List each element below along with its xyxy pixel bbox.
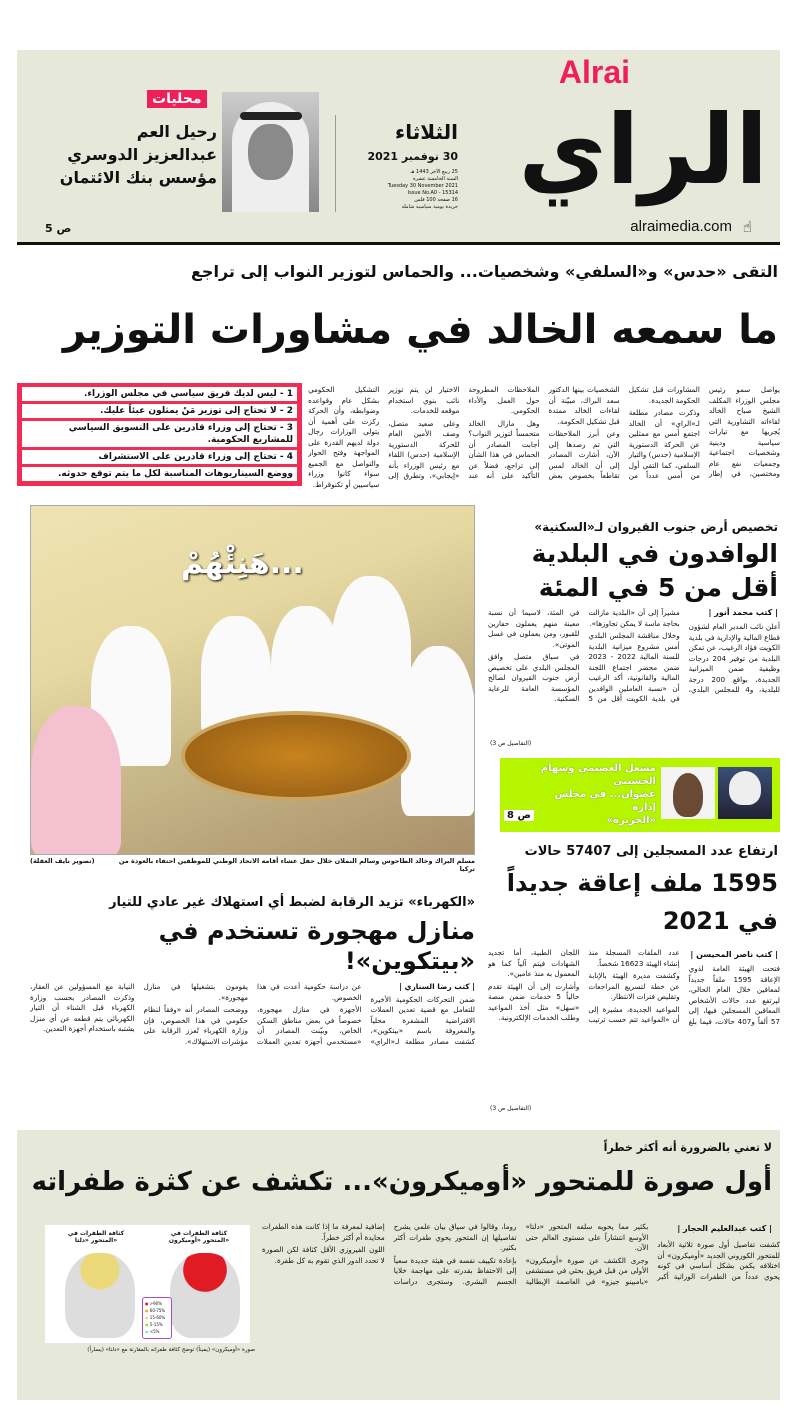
board-line: عضوان... في مجلس إدارة [554,789,656,813]
advice-item: 2 - لا تحتاج إلى توزير مَنْ يمثلون عبئاً عليك. [22,404,297,418]
advice-item: 3 - تحتاج إلى وزراء قادرين على التسويق السياسي للمشاريع الحكومية. [22,421,297,447]
teaser-line: عبدالعزيز الدوسري [67,145,217,164]
hand-cursor-icon: ☝ [742,218,752,236]
details-ref: (التفاصيل ص 3) [490,740,532,747]
date-block [343,120,458,211]
legend-label: <5% [149,1329,160,1334]
page-ref: ص 8 [504,810,534,821]
legend-label: 5-15% [149,1322,163,1327]
legend-label: >90% [149,1301,163,1306]
teaser-line: مؤسس بنك الائتمان [59,168,217,187]
bitcoin-byline: | كتب رضا السناري | [399,982,475,991]
headline-line: الوافدون في البلدية [531,539,778,568]
logo-arabic: الراي [518,94,768,206]
advice-box [17,383,302,486]
expats-byline: | كتب محمد أنور | [708,608,778,617]
variant-figure[interactable] [45,1225,250,1343]
english-date: Tuesday 30 November 2021 [387,183,458,189]
fig-label-line: المتحور «أوميكرون» [168,1237,230,1244]
paragraph: أعلن نائب المدير العام لشؤون قطاع المالية والإدارية في بلدية الكويت فؤاد الرغيب، عن تمكن البلدية من توفير 204 درجات وظيفية ضمن الميزانية الجديدة، بواقع 200 درجة للبلدية، و4 للمجلس البلدي، مشيراً إلى أن «البلدية مازالت بحاجة ماسة لا يمكن تجاوزها». [588,608,780,694]
headline-line: أقل من 5 في المئة [538,573,778,602]
expats-body [488,608,780,733]
weekday: الثلاثاء [395,120,458,144]
fig-legend [142,1297,172,1339]
paragraph: وجرى الكشف عن صورة «أوميكرون» الأولى من قبل فريق بحثي في مستشفى «بامبينو جيزو» في العاصمة الإيطالية روما، وقالوا في سياق بيان علمي يشرح تفاصيلها إن المتحور يحوي طفرات أكثر بكثير. [393,1222,649,1286]
teaser-headline[interactable] [37,120,217,189]
omicron-body [262,1222,780,1362]
details-ref: (التفاصيل ص 3) [490,1105,532,1112]
headline-line: 1595 ملف إعاقة جديداً [506,869,778,897]
photo-credit: (تصوير نايف العقلة) [30,857,95,865]
paragraph: الأجهزة في منازل مهجورة، خصوصاً في بعض مناطق السكن الخاص، وبيّنت المصادر أن «مستخدمي أجهزة تعدين العملات يقومون بتشغيلها في منازل مهجورة». [143,982,362,1046]
legend-item: ● <5% [145,1329,160,1334]
paragraph: فتحت الهيئة العامة لذوي الإعاقة 1595 ملفاً جديداً لمعاقين خلال العام الحالي، ليرتفع عدد حالات الأشخاص المعاقين المسجلين فيها، إلى 57 ألفاً و407 حالات، فيما بلغ عدد الملفات المسجلة منذ إنشاء الهيئة 16623 شخصاً. [588,948,780,1026]
fig-label-omicron [154,1230,244,1244]
paragraph: في سياق متصل وافق المجلس البلدي على تخصيص أرض جنوب القيروان لصالح المؤسسة العامة للرعاية السكنية. [488,652,580,703]
expats-headline[interactable] [488,537,778,605]
paragraph: وذكرت مصادر مطلعة لـ«الراي» أن الخالد اجتمع أمس مع ممثلين عن الحركة الدستورية الإسلامية (حدس) والتيار السلفي، كما التقى أول من أمس عدداً من الشخصيات بينها الدكتور سعد البراك، مبيّنة أن لقاءات الخالد ممتدة قبل تشكيل الحكومة. [548,385,700,480]
legend-item: ● 15-60% [145,1315,166,1320]
dinner-photo[interactable] [30,505,475,855]
paragraph: وعلى صعيد متصل، وصف الأمين العام للحركة الدستورية الإسلامية (حدس) اللقاء مع رئيس الوزراء بأنه «إيجابي»، وتطرق إلى التشكيل الحكومي بشكل عام وقواعده وضوابطه، وأن الحركة ركزت على أهمية أن يتولى الوزارات رجال دولة لديهم القدرة على المواجهة وفتح الحوار والتواصل مع الجميع سواء كانوا وزراء سياسيين أو تكنوقراط. [308,385,460,489]
teaser-line: رحيل العم [136,122,217,141]
headline-line: في 2021 [662,907,778,935]
bitcoin-kicker: «الكهرباء» تزيد الرقابة لضبط أي استهلاك غير عادي للتيار [109,895,475,910]
paragraph: وعن أبرز الملاحظات التي تم رصدها إلى الآن، أشارت المصادر إلى أن الخالد لمس تقاطعاً بخصوص بعض الملاحظات المطروحة حول العمل والأداء الحكومي. [468,385,620,480]
omicron-protein [170,1253,240,1338]
date: 30 نوفمبر 2021 [367,150,458,163]
disability-body [488,948,780,1098]
year: السنة الخامسة عشرة [412,176,458,182]
paragraph: اللون الفيروزي الأقل كثافة لكن الصورة لا تحدد الدور الذي تقوم به كل طفرة. [262,1245,385,1265]
advice-item: 4 - تحتاج إلى وزراء قادرين على الاستشراف [22,450,297,464]
lead-kicker: التقى «حدس» و«السلفي» وشخصيات... والحماس لتوزير النواب إلى تراجع [191,262,778,281]
paragraph: بإعادة تكييف نفسه في هيئة جديدة سعياً إلى الاحتفاظ بقدرته على مهاجمة خلايا الجسم البشري. وستجرى دراسات إضافية لمعرفة ما إذا كانت هذه الطفرات محايدة أم أكثر خطراً. [262,1222,517,1286]
bitcoin-body [30,982,475,1107]
fig-label-line: المتحور «دلتا» [74,1237,118,1244]
photo-caption [30,857,475,873]
disability-kicker: ارتفاع عدد المسجلين إلى 57407 حالات [524,844,778,859]
paragraph: وخلال مناقشة المجلس البلدي أمس مشروع ميزانية البلدية للسنة المالية 2022 - 2023 ضمن محضر اجتماع اللجنة المالية والقانونية، أكد الرغيب أن «نسبة العاملين الوافدين في بلدية الكويت أقل من 5 في المئة، لاسيما أن نسبة معينة منهم يعملون حفارين للقبور، ومن يعملون في غسل الموتى». [488,608,680,703]
portrait-man [718,767,772,819]
paragraph: وأشارت إلى أن الهيئة تقدم حالياً 5 خدمات ضمن منصة «سهل» مثل أخذ المواعيد وطلب الخدمات الإلكترونية. [488,981,580,1022]
fig-label-line: كثافة الطفرات في [170,1230,228,1237]
teaser-portrait[interactable] [222,92,319,212]
tagline: جريدة يومية سياسية شاملة [401,204,458,210]
issue-number: Issue No.A0 - 15314 [407,190,458,196]
photo-overlay-title: هَنِئْهُمْ... [181,546,304,581]
lead-headline[interactable]: ما سمعه الخالد في مشاورات التوزير [62,307,778,353]
section-tag[interactable]: محليات [147,90,207,108]
paragraph: يواصل سمو رئيس مجلس الوزراء المكلف الشيخ صباح الخالد لقاءاته التشاورية التي يُجريها مع تيارات سياسية ودينية وشخصيات اجتماعية وجمعيات نفع عام ومختصين، في إطار المشاورات قبل تشكيل الحكومة الجديدة. [628,385,780,478]
paragraph: النيابة مع المسؤولين عن العقار، وذكرت المصادر بحسب وزارة الكهرباء قبل الشتاء أن التيار الكهربائي يتم قطعه عن أي منزل يشتبه باستخدام أجهزة التعدين. [30,982,135,1033]
page-ref: ص 5 [45,222,72,235]
divider [335,115,336,212]
board-teaser[interactable] [500,758,780,832]
board-line: مشعل العصيمي وسهام الحسيني [540,763,656,787]
legend-item: ● 60-75% [145,1308,166,1313]
price: 16 صفحة 100 فلس [414,197,458,203]
legend-item: ● 5-15% [145,1322,163,1327]
paragraph: وهل مازال الخالد متحمساً لتوزير النواب؟ أجابت المصادر أن الحماس في هذا الشأن إلى تراجع، فضلاً عن التأكيد على أنه عند الاختيار لن يتم توزير نائب بنوي استخدام موقعه للخدمات. [388,385,540,480]
website-link[interactable]: alraimedia.com [630,218,732,235]
omicron-headline[interactable]: أول صورة للمتحور «أوميكرون»... تكشف عن كثرة طفراته [31,1167,772,1197]
expats-kicker: تخصيص أرض جنوب القيروان لـ«السكنية» [534,520,778,534]
caption-text: مسلم البراك وخالد الطاحوس وسالم النملان خلال حفل عشاء أقامه الاتحاد الوطني للموظفين احتفاء بالعودة من تركيا [118,857,475,873]
advice-item: 1 - ليس لديك فريق سياسي في مجلس الوزراء. [22,387,297,401]
disability-headline[interactable] [488,864,778,940]
bitcoin-headline[interactable]: منازل مهجورة تستخدم في «بيتكوين»! [158,917,475,975]
paragraph: وكشفت مديرة الهيئة بالإنابة عن خطة لتسريع المراجعات وتقليص فترات الانتظار. [588,971,680,1001]
omicron-byline: | كتب عبدالعليم الحجار | [677,1224,772,1233]
fig-label-line: كثافة الطفرات في [67,1230,125,1237]
paragraph: المواعيد الجديدة، مشيرة إلى أن «المواعيد تتم حسب ترتيب اللجان الطبية، أما تجديد الشهادات فيتم آلياً كما هو المعمول به منذ عامين». [488,948,680,1024]
omicron-kicker: لا تعني بالضرورة أنه أكثر خطراً [603,1141,772,1154]
hijri-date: 25 ربيع الآخر 1443 هـ [410,169,458,175]
board-text [538,762,656,827]
disability-byline: | كتب ناصر المحيسن | [690,950,778,959]
board-line: «الجزيرة» [606,815,656,826]
delta-protein [65,1253,135,1338]
fig-label-delta [51,1230,141,1244]
masthead [17,50,780,245]
portrait-woman [661,767,715,819]
paragraph: ووضحت المصادر أنه «وفقاً لنظام حكومي في هذا الخصوص، فإن وزارة الكهرباء تُعزز الرقابة على مؤشرات الاستهلاك». [143,1005,248,1046]
advice-item: ووضع السيناريوهات المناسبة لكل ما يتم توقع حدوثه. [22,467,297,481]
legend-item: ● >90% [145,1301,163,1306]
legend-label: 15-60% [149,1315,166,1320]
lead-body [308,385,780,493]
figure-caption: صورة «أوميكرون» (يميناً) توضح كثافة طفراته بالمقارنة مع «دلتا» (يساراً) [87,1347,255,1353]
logo-english: Alrai [558,54,630,90]
legend-label: 60-75% [149,1308,166,1313]
paragraph: ضمن التحركات الحكومية الأخيرة للتعامل مع قضية تعدين العملات الافتراضية المشفرة محلياً والمعروفة باسم «بيتكوين»، كشفت مصادر مطلعة لـ«الراي» عن دراسة حكومية أعدت في هذا الخصوص. [257,982,475,1046]
paragraph: كشفت تفاصيل أول صورة ثلاثية الأبعاد للمتحور الكوروني الجديد «أوميكرون» أن اختلافه يكمن بشكل أساسي في كونه يحوي عدداً من الطفرات الوراثية أكبر بكثير مما يحويه سلفه المتحور «دلتا» الأوسع انتشاراً على مستوى العالم حتى الآن. [525,1222,780,1281]
